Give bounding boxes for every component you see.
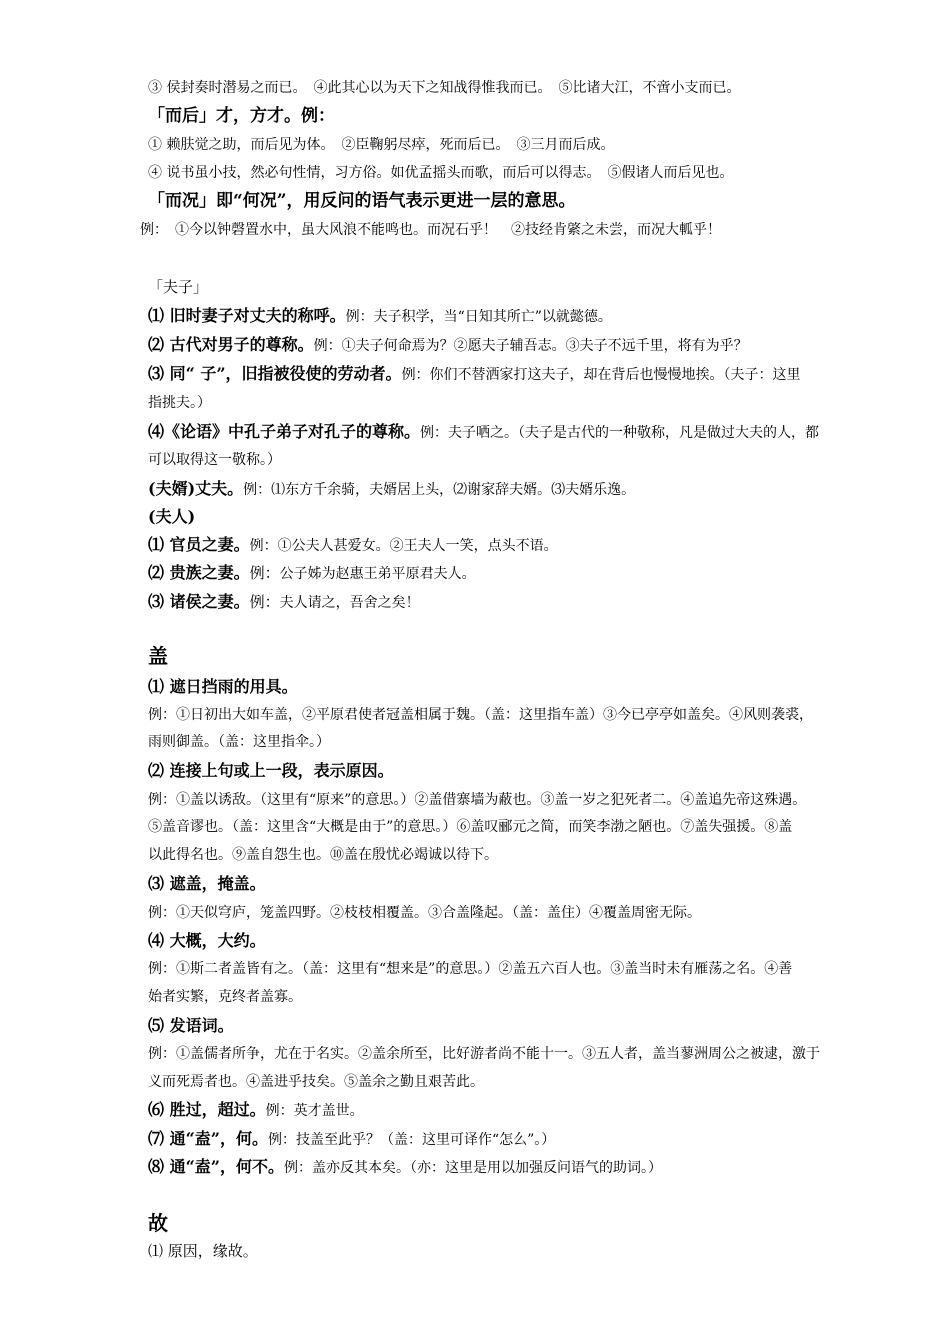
gai-def-1-heading: ⑴ 遮日挡雨的用具。 [148, 677, 298, 696]
gai-def-7 [148, 1131, 555, 1147]
definition-example: 例：你们不替洒家打这夫子，却在背后也慢慢地挨。（夫子：这里 [401, 367, 801, 383]
fuzi-def-3-cont: 指挑夫。） [148, 395, 211, 411]
definition-heading: ⑺ 通“盍”，何。 [148, 1129, 268, 1148]
gai-def-3-heading: ⑶ 遮盖，掩盖。 [148, 874, 266, 893]
example-label: 例： [249, 593, 280, 611]
definition-example: 例：英才盖世。 [265, 1103, 364, 1119]
gai-def-2-heading: ⑵ 连接上句或上一段，表示原因。 [148, 761, 394, 780]
definition-heading: ⑻ 通“盍”，何不。 [148, 1157, 284, 1176]
gai-def-5-example-cont: 义而死焉者也。④盖进乎技矣。⑤盖余之勤且艰苦此。 [148, 1074, 484, 1090]
gai-title: 盖 [148, 644, 168, 668]
definition-example: 夫人请之，吾舍之矣！ [279, 595, 420, 611]
gu-def-1: ⑴ 原因，缘故。 [148, 1242, 258, 1260]
gai-def-2-example-cont2: 以此得名也。⑨盖自怨生也。⑩盖在殷忧必竭诚以待下。 [148, 847, 498, 863]
furen-def-1 [148, 537, 558, 553]
definition-heading: ⑹ 胜过，超过。 [148, 1100, 266, 1119]
gai-def-6 [148, 1102, 364, 1118]
gai-def-3-example: 例：①天似穹庐，笼盖四野。②枝枝相覆盖。③合盖隆起。（盖：盖住）④覆盖周密无际。 [148, 905, 701, 921]
fuzi-def-4 [148, 424, 819, 440]
definition-example: 例：盖亦反其本矣。（亦：这里是用以加强反问语气的助词。） [283, 1160, 662, 1176]
erhou-examples-2: ④ 说书虽小技，然必句性情，习方俗。如优孟摇头而歌，而后可以得志。 ⑤假诸人而后见也。 [148, 165, 734, 181]
definition-heading: ⑵ 古代对男子的尊称。 [148, 335, 314, 354]
gai-def-5-heading: ⑸ 发语词。 [148, 1016, 234, 1035]
gai-def-8 [148, 1159, 662, 1175]
erhou-heading: 「而后」才，方才。例： [148, 106, 335, 126]
gai-def-5-example: 例：①盖儒者所争，尤在于名实。②盖余所至，比好游者尚不能十一。③五人者，盖当蓼洲周公之被逮，激于 [148, 1046, 820, 1062]
gai-def-1-example: 例：①日初出大如车盖，②平原君使者冠盖相属于魏。（盖：这里指车盖）③今已亭亭如盖矣。④风则袭裘， [148, 707, 813, 723]
fuzi-def-1 [148, 308, 612, 324]
definition-example: 公子姊为赵惠王弟平原君夫人。 [279, 566, 476, 582]
furen-def-2 [148, 565, 476, 581]
definition-heading: ⑴ 旧时妻子对丈夫的称呼。 [148, 306, 346, 325]
furen-def-3 [148, 594, 420, 610]
fuxu-def [148, 481, 635, 497]
definition-heading: (夫婿)丈夫。 [148, 479, 244, 498]
gai-def-1-example-cont: 雨则御盖。（盖：这里指伞。） [148, 734, 330, 750]
gai-def-4-example-cont: 始者实繁，克终者盖寡。 [148, 989, 302, 1005]
fuzi-def-2 [148, 337, 748, 353]
fuzi-title: 「夫子」 [148, 278, 209, 296]
erhou-examples-1: ① 赖肤觉之助，而后见为体。 ②臣鞠躬尽瘁，死而后已。 ③三月而后成。 [148, 137, 615, 153]
gai-def-4-example: 例：①斯二者盖皆有之。（盖：这里有“想来是”的意思。）②盖五六百人也。③盖当时未有雁荡之名。④善 [148, 961, 793, 977]
definition-example: 例：①夫子何命焉为？②愿夫子辅吾志。③夫子不远千里，将有为乎？ [313, 338, 748, 354]
definition-heading: ⑶ 同“ 子”，旧指被役使的劳动者。 [148, 364, 402, 383]
fuzi-def-4-cont: 可以取得这一敬称。） [148, 452, 281, 468]
definition-heading: ⑶ 诸侯之妻。 [148, 592, 250, 611]
definition-example: 例：技盖至此乎？（盖：这里可译作“怎么”。） [267, 1132, 556, 1148]
definition-example: 例：夫子积学，当“日知其所亡”以就懿德。 [345, 309, 612, 325]
example-label: 例： [249, 564, 280, 582]
erkuang-examples: 例： ①今以钟磬置水中，虽大风浪不能鸣也。而况石乎！ ②技经肯綮之未尝，而况大軱乎！ [140, 222, 721, 238]
gu-title: 故 [148, 1211, 168, 1235]
definition-example: 例：夫子哂之。（夫子是古代的一种敬称，凡是做过大夫的人，都 [420, 425, 820, 441]
erhou-example-line-top: ③ 侯封奏时潜易之而已。 ④此其心以为天下之知战得惟我而已。 ⑤比诸大江，不啻小支而已。 [148, 80, 741, 96]
definition-heading: ⑷《论语》中孔子弟子对孔子的尊称。 [148, 422, 421, 441]
gai-def-4-heading: ⑷ 大概，大约。 [148, 931, 266, 950]
erkuang-heading: 「而况」即“何况”，用反问的语气表示更进一层的意思。 [148, 191, 576, 211]
definition-example: 例：①公夫人甚爱女。②王夫人一笑，点头不语。 [249, 538, 558, 554]
gai-def-2-example: 例：①盖以诱敌。（这里有“原来”的意思。）②盖借寨墙为蔽也。③盖一岁之犯死者二。④盖追先帝这殊遇。 [148, 792, 807, 808]
fuzi-def-3 [148, 366, 801, 382]
definition-example: 例：⑴东方千余骑，夫婿居上头，⑵谢家辞夫婿。⑶夫婿乐逸。 [243, 482, 636, 498]
definition-heading: ⑴ 官员之妻。 [148, 535, 250, 554]
gai-def-2-example-cont: ⑤盖音谬也。（盖：这里含“大概是由于”的意思。）⑥盖叹郦元之简，而笑李渤之陋也。⑦盖失强援。⑧盖 [148, 819, 793, 835]
furen-title: (夫人) [148, 507, 196, 526]
definition-heading: ⑵ 贵族之妻。 [148, 563, 250, 582]
